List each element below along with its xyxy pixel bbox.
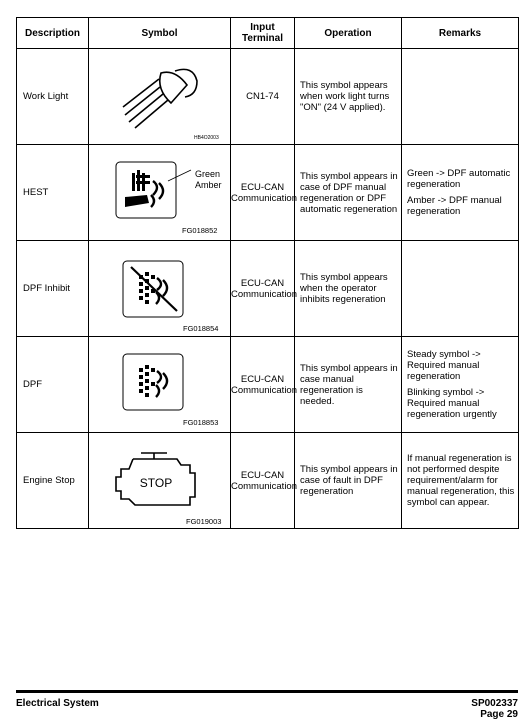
table-row (17, 241, 519, 337)
label-green: Green (195, 169, 221, 179)
remark-item: Amber -> DPF manual regeneration (407, 195, 502, 217)
row-remarks (402, 433, 519, 529)
remark-item: Steady symbol -> Required manual regeneration (407, 349, 481, 382)
row-remarks (402, 241, 519, 337)
footer-section: Electrical System (16, 698, 99, 709)
engine-stop-icon (89, 433, 231, 528)
table-row (17, 337, 519, 433)
row-description: Work Light (17, 49, 89, 145)
header-input-terminal (231, 18, 295, 49)
table-header-row (17, 18, 519, 49)
row-input-terminal: ECU-CAN Communication (231, 337, 295, 433)
row-symbol (89, 337, 231, 433)
symbol-code: HB4O2003 (194, 135, 219, 141)
footer-doc-id: SP002337 (471, 698, 518, 709)
remark-item: Green -> DPF automatic regeneration (407, 168, 511, 190)
symbol-code: FG018852 (182, 226, 218, 235)
table-row (17, 433, 519, 529)
engine-stop-text: STOP (139, 476, 173, 490)
row-input-terminal: ECU-CAN Communication (231, 433, 295, 529)
row-operation: This symbol appears in case manual regeneration is needed. (295, 337, 402, 433)
row-description: Engine Stop (17, 433, 89, 529)
row-symbol (89, 433, 231, 529)
symbol-code: FG018853 (183, 418, 219, 427)
footer-page-number: Page 29 (480, 709, 518, 720)
header-symbol: Symbol (89, 18, 231, 49)
row-operation: This symbol appears in case of fault in DPF regeneration (295, 433, 402, 529)
row-remarks (402, 337, 519, 433)
row-remarks (402, 49, 519, 145)
footer-rule (16, 690, 518, 693)
table-row (17, 49, 519, 145)
label-amber: Amber (195, 180, 222, 190)
header-description: Description (17, 18, 89, 49)
row-symbol (89, 145, 231, 241)
row-description: DPF Inhibit (17, 241, 89, 337)
row-operation: This symbol appears in case of DPF manual regeneration or DPF automatic regeneration (295, 145, 402, 241)
header-operation: Operation (295, 18, 402, 49)
symbol-table (16, 17, 519, 529)
symbol-code: FG018854 (183, 324, 219, 333)
row-symbol (89, 49, 231, 145)
header-input-terminal-line1: Input (250, 22, 275, 33)
row-symbol (89, 241, 231, 337)
header-input-terminal-line2: Terminal (242, 33, 283, 44)
hest-color-labels (195, 169, 222, 191)
work-light-icon (89, 49, 231, 144)
header-remarks: Remarks (402, 18, 519, 49)
table-row (17, 145, 519, 241)
row-description: HEST (17, 145, 89, 241)
remark-item: If manual regeneration is not performed despite requirement/alarm for manual regeneration, this symbol can appear. (407, 453, 515, 508)
remark-item: Blinking symbol -> Required manual regeneration urgently (407, 387, 497, 420)
symbol-code: FG019003 (186, 517, 222, 526)
row-input-terminal: ECU-CAN Communication (231, 241, 295, 337)
dpf-inhibit-icon (89, 241, 231, 336)
row-input-terminal: CN1-74 (231, 49, 295, 145)
row-operation: This symbol appears when the operator inhibits regeneration (295, 241, 402, 337)
row-description: DPF (17, 337, 89, 433)
row-input-terminal: ECU-CAN Communication (231, 145, 295, 241)
row-remarks (402, 145, 519, 241)
row-operation: This symbol appears when work light turns "ON" (24 V applied). (295, 49, 402, 145)
